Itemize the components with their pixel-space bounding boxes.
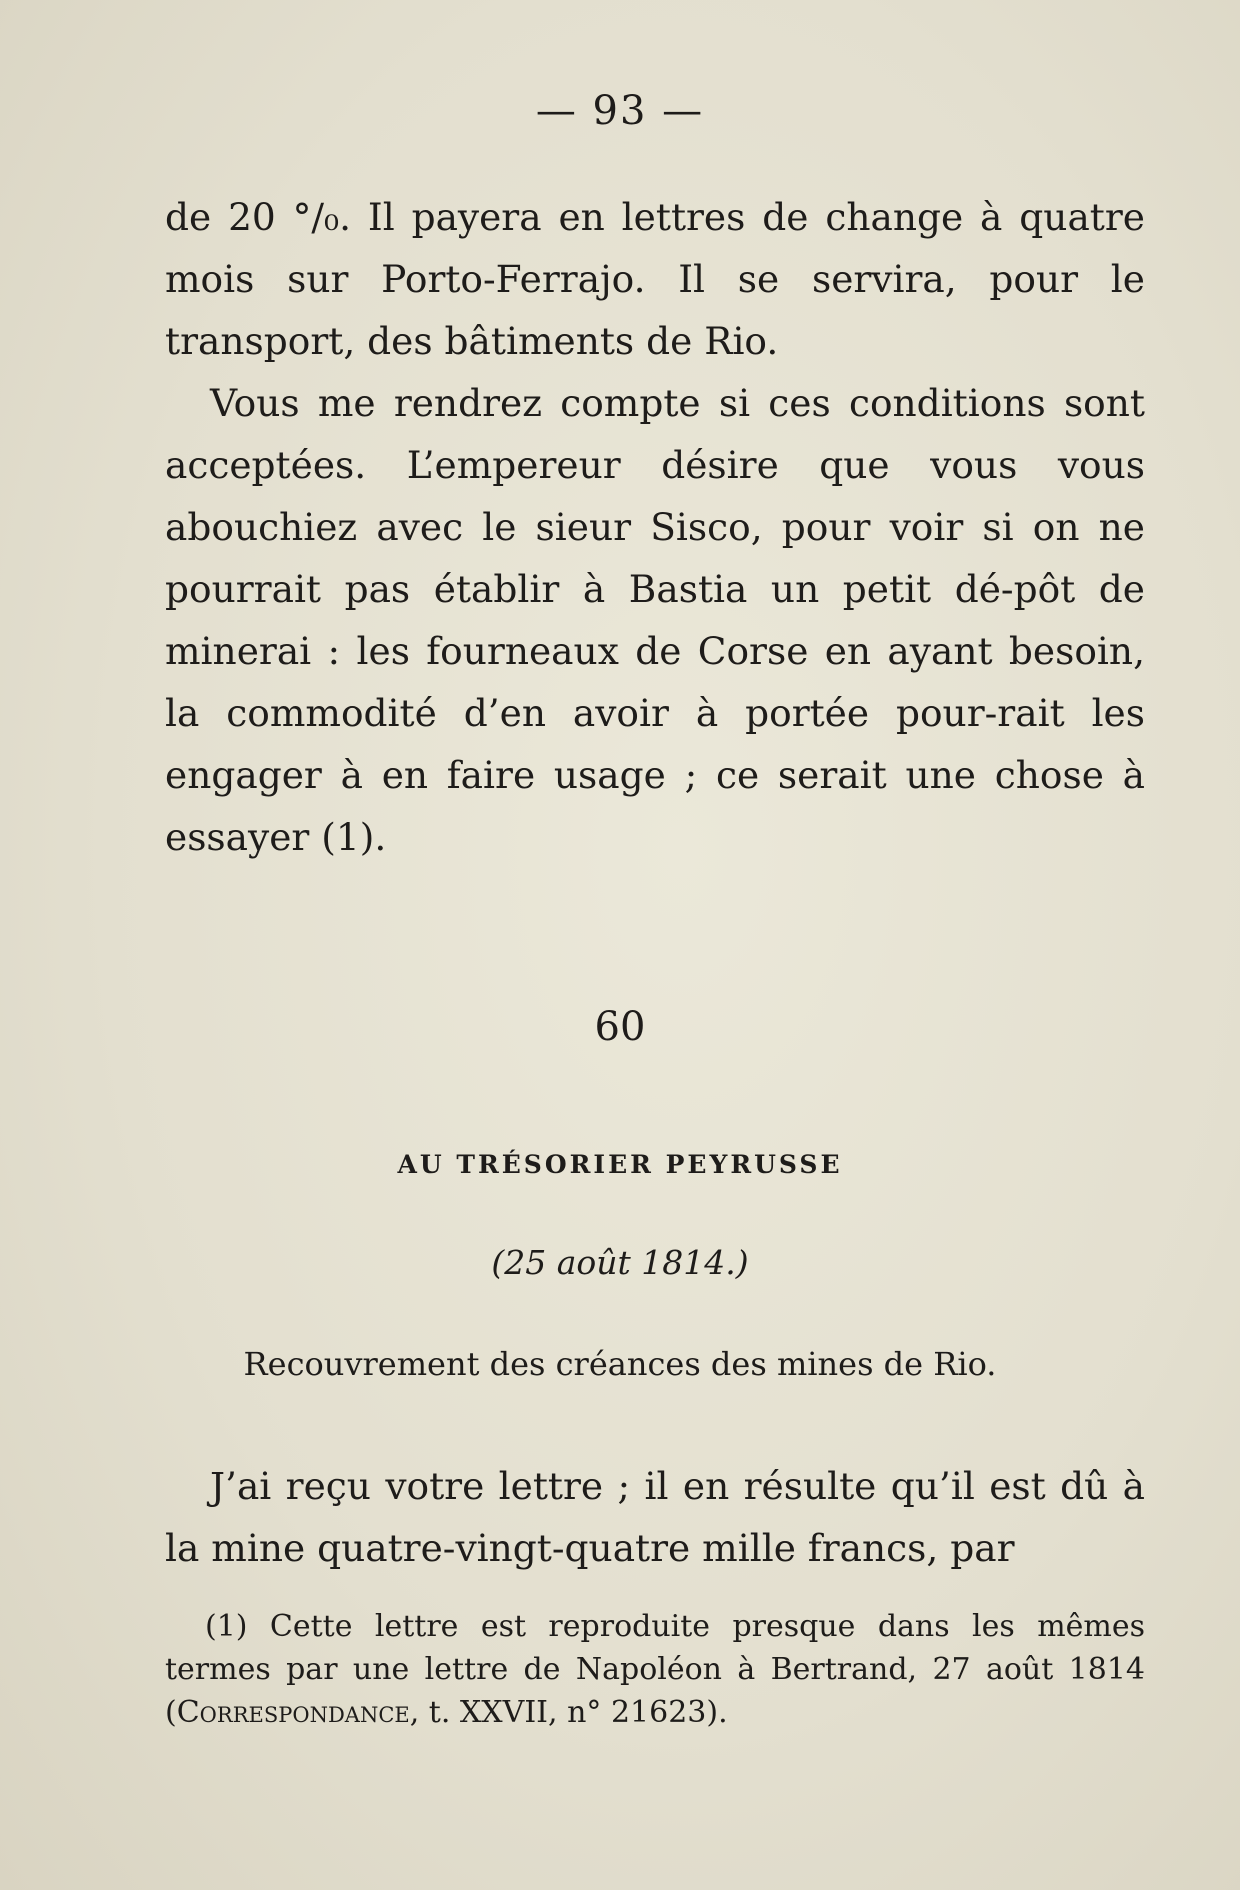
paragraph: J’ai reçu votre lettre ; il en résulte qu’il est dû à la mine quatre-vingt-quatre mille francs, par [165,1464,1145,1570]
letter-recipient: AU TRÉSORIER PEYRUSSE [397,1150,843,1179]
letter-subject: Recouvrement des créances des mines de Rio. [243,1345,997,1383]
footnote [165,1605,1145,1734]
paragraph: Vous me rendrez compte si ces conditions sont acceptées. L’empereur désire que vous vous abouchiez avec le sieur Sisco, pour voir si on ne pourrait pas établir à Bastia un petit dé-pôt de minerai : les fourneaux de Corse en ayant besoin, la commodité d’en avoir à portée pour-rait les engager à en faire usage ; ce serait une chose à essayer (1). [165,381,1145,859]
letter-number: 60 [594,1004,646,1050]
footnote-ref: , t. XXVII, n° 21623). [409,1695,728,1730]
footnote-body: (1) Cette lettre est reproduite presque dans les mêmes termes par une lettre de Napoléon à Bertrand, 27 août 1814 ( [165,1609,1145,1730]
body-text [165,186,1145,868]
page-number: — 93 — [535,88,705,134]
footnote-source: Correspondance [176,1695,410,1730]
letter-text [165,1455,1145,1579]
paragraph: de 20 °/₀. Il payera en lettres de change à quatre mois sur Porto-Ferrajo. Il se servira, pour le transport, des bâtiments de Rio. [165,195,1145,363]
letter-date: (25 août 1814.) [491,1243,749,1282]
footnote-text [165,1605,1145,1734]
